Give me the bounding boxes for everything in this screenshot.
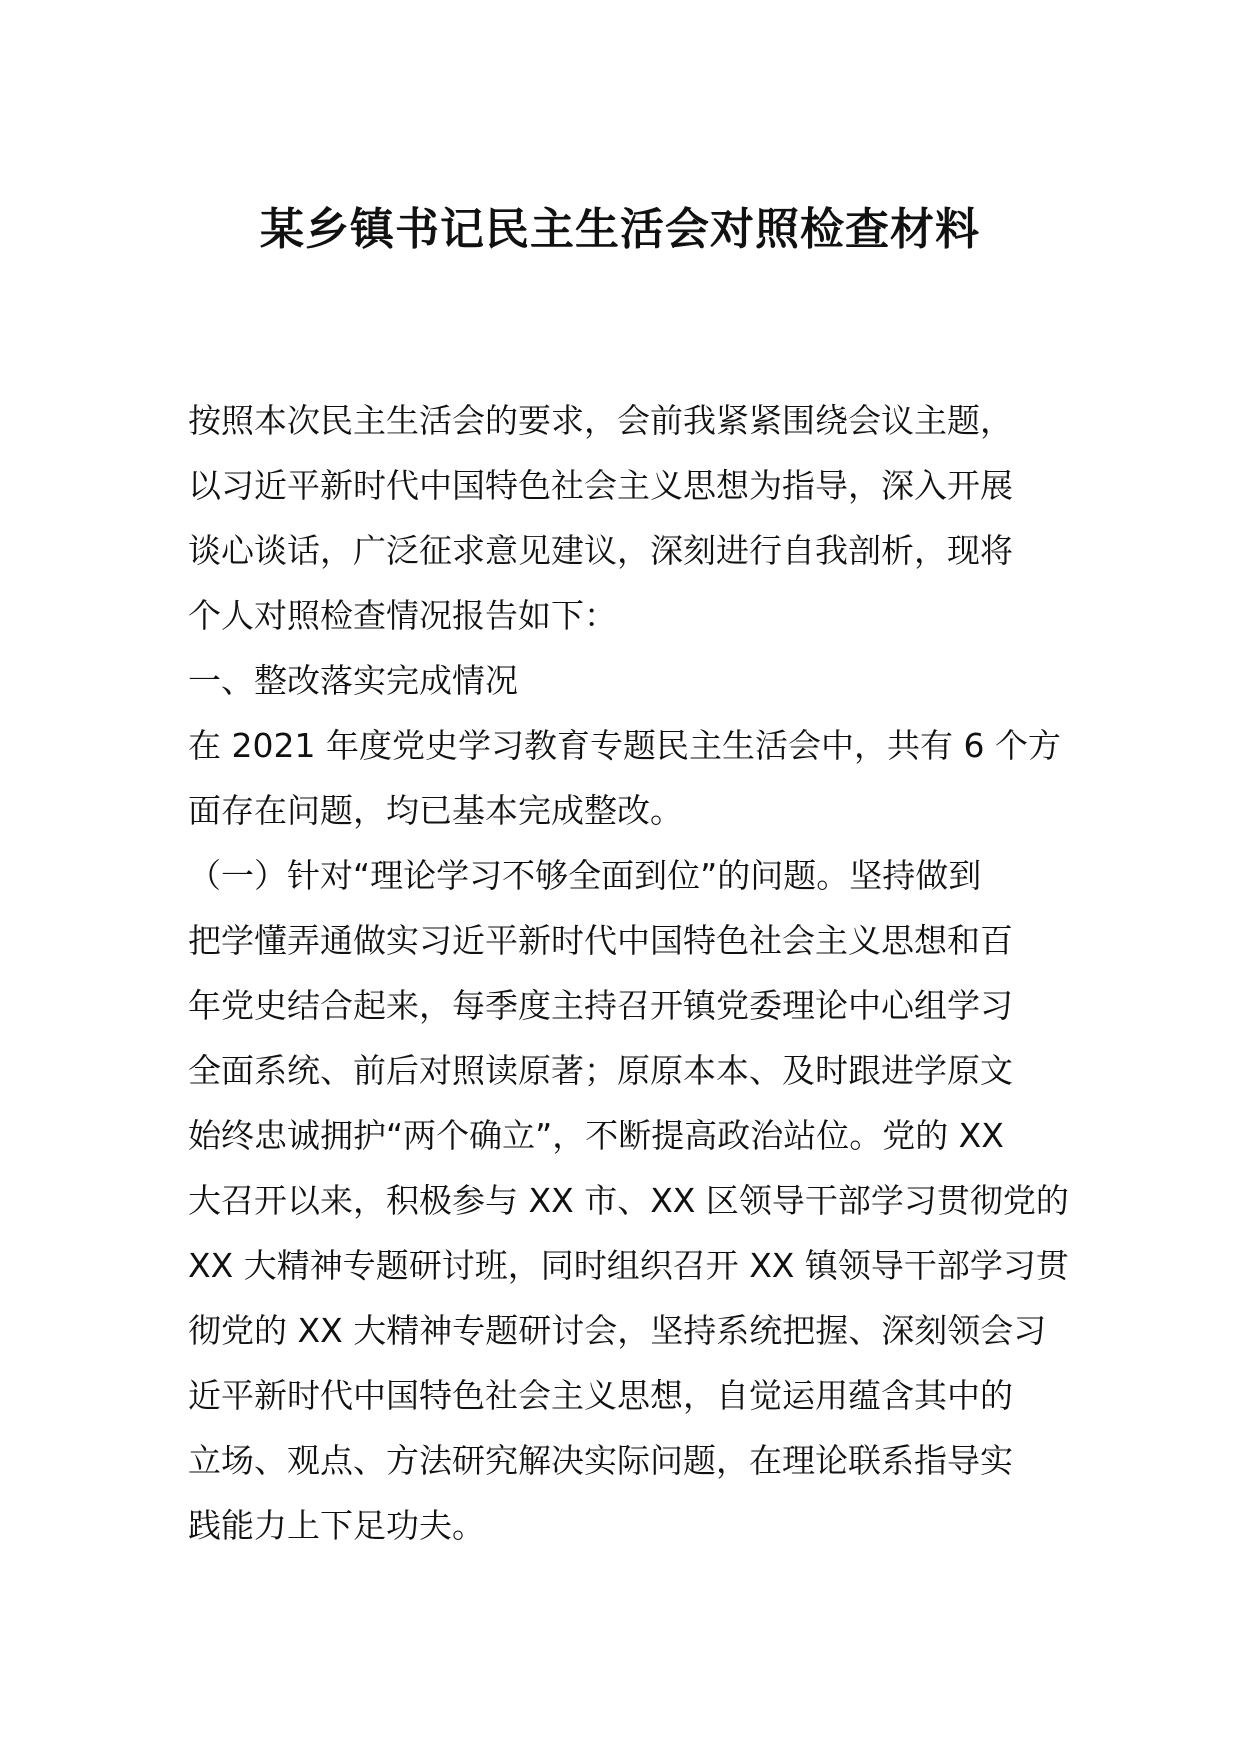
text-line: 大召开以来，积极参与 XX 市、XX 区领导干部学习贯彻党的	[188, 1181, 1069, 1220]
section-one-paragraph	[188, 713, 1061, 843]
text-line: 按照本次民主生活会的要求，会前我紧紧围绕会议主题，	[188, 401, 1013, 440]
text-line: 近平新时代中国特色社会主义思想，自觉运用蕴含其中的	[188, 1376, 1013, 1415]
text-line: 全面系统、前后对照读原著；原原本本、及时跟进学原文	[188, 1051, 1013, 1090]
text-line: 个人对照检查情况报告如下：	[188, 596, 617, 635]
text-line: 立场、观点、方法研究解决实际问题，在理论联系指导实	[188, 1441, 1013, 1480]
section-heading	[188, 648, 1058, 713]
intro-paragraph	[188, 388, 1058, 648]
document-body	[188, 388, 1069, 1558]
item-one-paragraph	[188, 843, 1069, 1558]
text-line: 面存在问题，均已基本完成整改。	[188, 791, 683, 830]
text-line: 彻党的 XX 大精神专题研讨会，坚持系统把握、深刻领会习	[188, 1311, 1047, 1350]
text-line: 年党史结合起来，每季度主持召开镇党委理论中心组学习	[188, 986, 1013, 1025]
document-title: 某乡镇书记民主生活会对照检查材料	[260, 204, 980, 255]
text-line: 在 2021 年度党史学习教育专题民主生活会中，共有 6 个方	[188, 726, 1061, 765]
text-line: （一）针对“理论学习不够全面到位”的问题。坚持做到	[188, 856, 982, 895]
text-line: 谈心谈话，广泛征求意见建议，深刻进行自我剖析，现将	[188, 531, 1013, 570]
text-line: 始终忠诚拥护“两个确立”，不断提高政治站位。党的 XX	[188, 1116, 1004, 1155]
text-line: 以习近平新时代中国特色社会主义思想为指导，深入开展	[188, 466, 1013, 505]
text-line: 把学懂弄通做实习近平新时代中国特色社会主义思想和百	[188, 921, 1013, 960]
section-one-heading: 一、整改落实完成情况	[188, 661, 518, 700]
text-line: XX 大精神专题研讨班，同时组织召开 XX 镇领导干部学习贯	[188, 1246, 1069, 1285]
text-line: 践能力上下足功夫。	[188, 1506, 485, 1545]
